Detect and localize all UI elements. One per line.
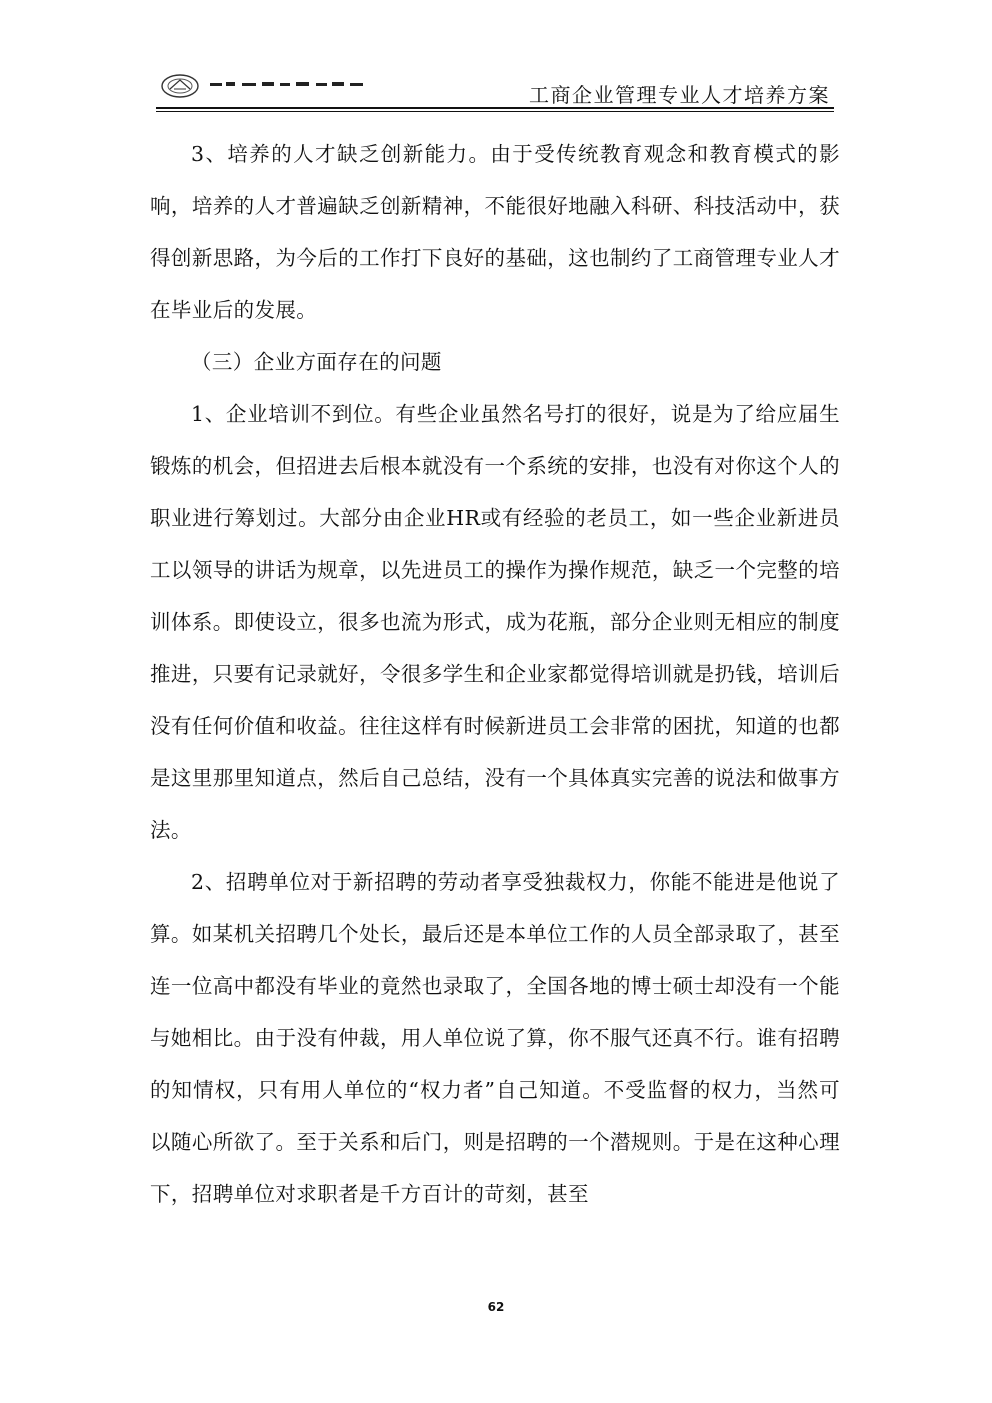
school-logo (160, 72, 200, 100)
section-heading: （三）企业方面存在的问题 (191, 350, 442, 374)
header-title: 工商企业管理专业人才培养方案 (529, 83, 830, 107)
school-name-wordmark (208, 80, 378, 92)
page-number: 62 (487, 1300, 505, 1314)
document-body (150, 128, 840, 1220)
header-rule (156, 107, 834, 109)
paragraph: 3、培养的人才缺乏创新能力。由于受传统教育观念和教育模式的影响，培养的人才普遍缺乏创新精神，不能很好地融入科研、科技活动中，获得创新思路，为今后的工作打下良好的基础，这也制约了工商管理专业人才在毕业后的发展。 (150, 142, 840, 322)
page-header (156, 70, 834, 110)
paragraph: 2、招聘单位对于新招聘的劳动者享受独裁权力，你能不能进是他说了算。如某机关招聘几个处长，最后还是本单位工作的人员全部录取了，甚至连一位高中都没有毕业的竟然也录取了，全国各地的博士硕士却没有一个能与她相比。由于没有仲裁，用人单位说了算，你不服气还真不行。谁有招聘的知情权，只有用人单位的“权力者”自己知道。不受监督的权力，当然可以随心所欲了。至于关系和后门，则是招聘的一个潜规则。于是在这种心理下，招聘单位对求职者是千方百计的苛刻，甚至 (150, 870, 840, 1206)
header-rule-thin (156, 111, 834, 112)
paragraph: 1、企业培训不到位。有些企业虽然名号打的很好，说是为了给应届生锻炼的机会，但招进去后根本就没有一个系统的安排，也没有对你这个人的职业进行筹划过。大部分由企业HR或有经验的老员工，如一些企业新进员工以领导的讲话为规章，以先进员工的操作为操作规范，缺乏一个完整的培训体系。即使设立，很多也流为形式，成为花瓶，部分企业则无相应的制度推进，只要有记录就好，令很多学生和企业家都觉得培训就是扔钱，培训后没有任何价值和收益。往往这样有时候新进员工会非常的困扰，知道的也都是这里那里知道点，然后自己总结，没有一个具体真实完善的说法和做事方法。 (150, 402, 840, 842)
